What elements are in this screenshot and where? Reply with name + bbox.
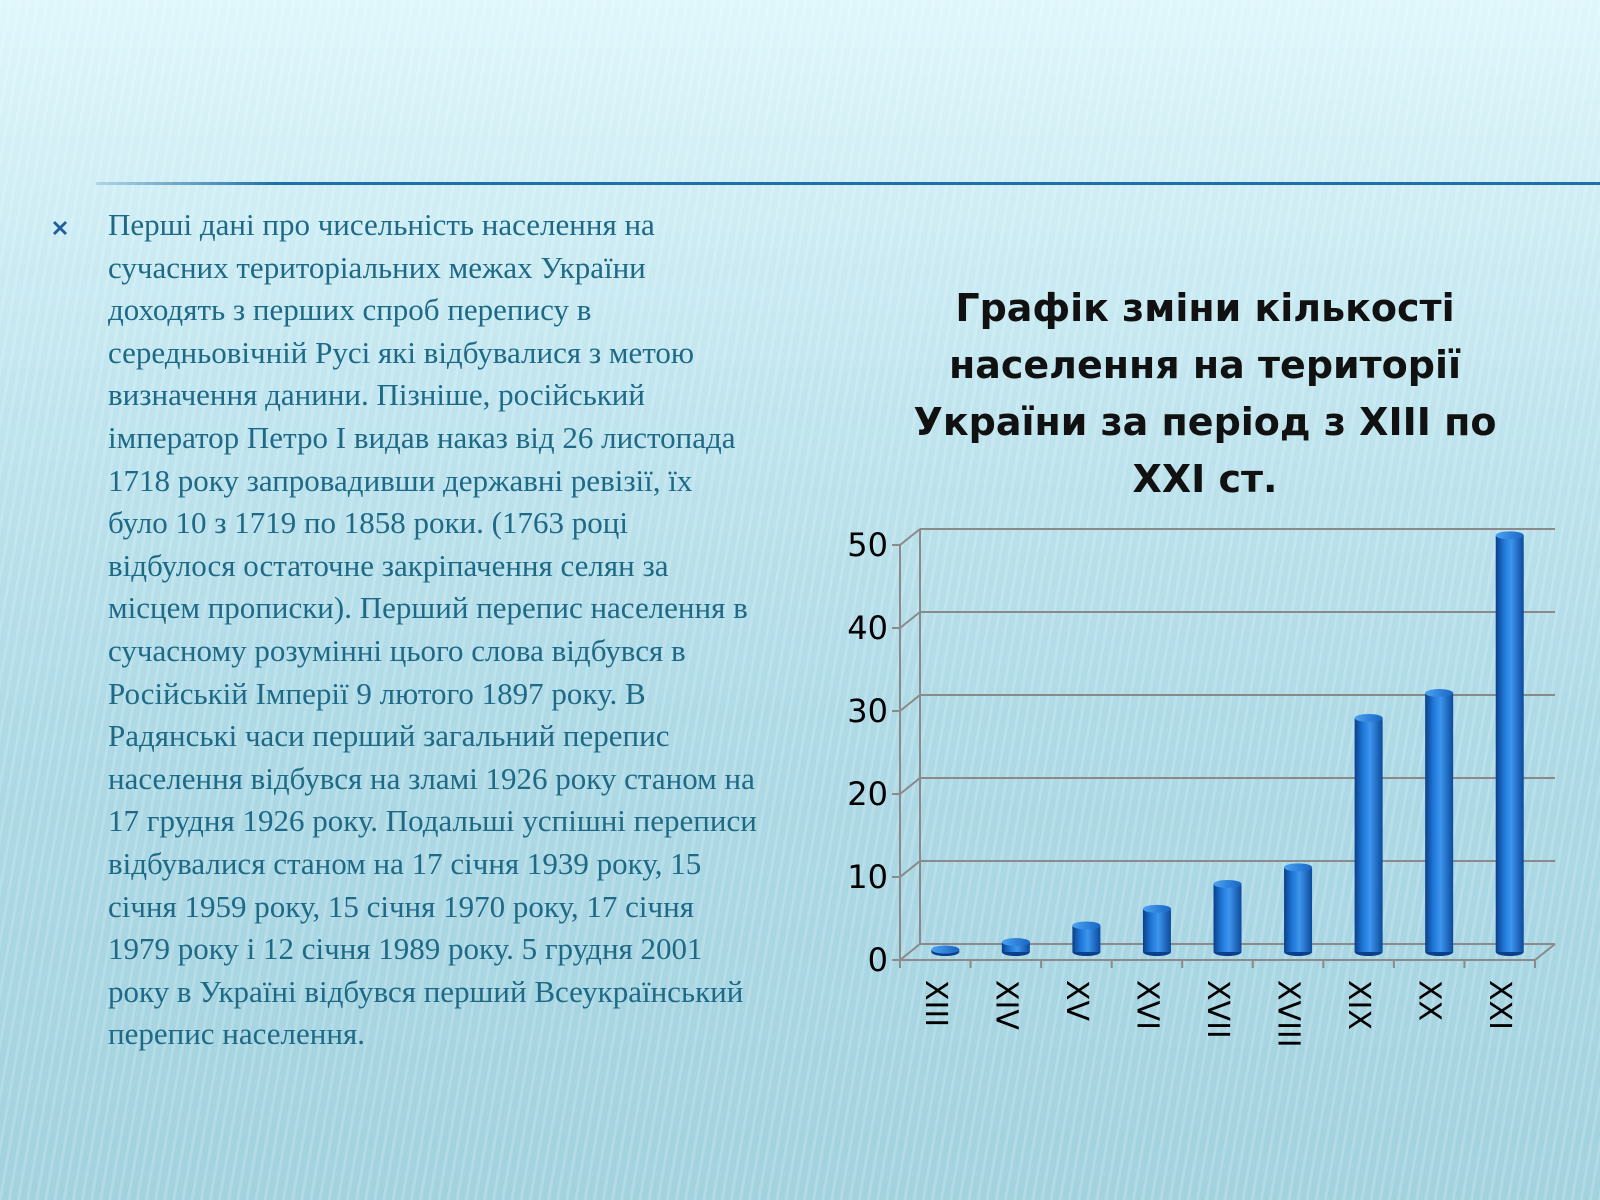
- grid-diagonal: [900, 529, 920, 545]
- bar-XIX: [1355, 714, 1383, 956]
- x-tick-label: XX: [1411, 980, 1447, 1022]
- bars: [931, 531, 1523, 956]
- y-tick-label: 0: [867, 941, 888, 979]
- grid-diagonal: [900, 778, 920, 794]
- x-tick-label: XVI: [1129, 980, 1165, 1030]
- cross-bullet-icon: [50, 218, 70, 238]
- y-tick-label: 30: [847, 692, 888, 730]
- bar-XVIII: [1284, 863, 1312, 956]
- grid-diagonal: [900, 861, 920, 877]
- bar-chart: [800, 510, 1560, 1090]
- x-tick-label: XXI: [1482, 980, 1518, 1030]
- y-tick-label: 40: [847, 609, 888, 647]
- bar-XXI: [1496, 531, 1524, 956]
- grid-diagonal: [900, 612, 920, 628]
- x-tick-labels: [918, 980, 1517, 1048]
- body-paragraph: Перші дані про чисельність населення на сучасних територіальних межах України доходять з перших спроб перепису в середньовічній Русі які відбувалися з метою визначення данини. Пізніше, російський імператор Петро І видав наказ від 26 листопада 1718 року запровадивши державні ревізії, їх було 10 з 1719 по 1858 роки. (1763 році відбулося остаточне закріпачення селян за місцем прописки). Перший перепис населення в сучасному розумінні цього слова відбувся в Російській Імперії 9 лютого 1897 року. В Радянські часи перший загальний перепис населення відбувся на зламі 1926 року станом на 17 грудня 1926 року. Подальші успішні переписи відбувалися станом на 17 січня 1939 року, 15 січня 1959 року, 15 січня 1970 року, 17 січня 1979 року і 12 січня 1989 року. 5 грудня 2001 року в Україні відбувся перший Всеукраїнський перепис населення.: [108, 207, 757, 1052]
- x-tick-label: XV: [1058, 980, 1094, 1022]
- grid-diagonal: [900, 695, 920, 711]
- x-tick-label: XVIII: [1270, 980, 1306, 1048]
- grid-diagonal: [900, 944, 920, 960]
- x-tick-label: XIII: [917, 980, 953, 1028]
- y-tick-labels: [847, 526, 888, 979]
- bar-XX: [1425, 689, 1453, 956]
- bar-XIII: [931, 946, 959, 956]
- y-tick-label: 20: [847, 775, 888, 813]
- y-tick-label: 10: [847, 858, 888, 896]
- x-tick-label: XIV: [988, 980, 1024, 1030]
- floor-edge: [1535, 944, 1555, 960]
- bar-XVII: [1214, 880, 1242, 956]
- title-divider-line: [96, 182, 1600, 185]
- bar-XIV: [1002, 938, 1030, 956]
- x-tick-label: XVII: [1200, 980, 1235, 1039]
- bar-XVI: [1143, 905, 1171, 956]
- bar-XV: [1072, 921, 1100, 956]
- chart-title: Графік зміни кількості населення на території України за період з XIII по XXI ст.: [913, 286, 1497, 501]
- y-tick-label: 50: [847, 526, 888, 564]
- x-tick-label: XIX: [1341, 980, 1377, 1030]
